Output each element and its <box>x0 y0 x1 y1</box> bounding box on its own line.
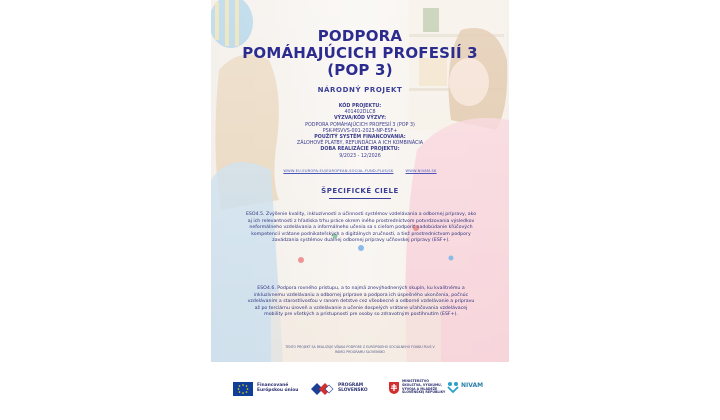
title-line: PODPORA <box>317 27 403 45</box>
call-code: PSK-MSVVS-001-2023-NP-ESF+ <box>322 128 398 134</box>
eu-logo-line: Európskou úniou <box>257 388 299 393</box>
program-slovensko-logo <box>311 378 377 400</box>
period-value: 9/2023 - 12/2026 <box>339 153 381 159</box>
call-label: VÝZVA/KÓD VÝZVY: <box>333 116 387 122</box>
code-value: 401402DLC8 <box>344 110 376 116</box>
esf-link[interactable]: WWW.EU-EUROPA.EU/EUROPEAN-SOCIAL-FUND-PLUS/SK <box>283 169 394 173</box>
ministry-logo-line: SLOVENSKEJ REPUBLIKY <box>402 390 446 395</box>
ministry-logo-line: MINISTERSTVO <box>402 379 429 383</box>
title-line: POMÁHAJÚCICH PROFESIÍ 3 <box>242 44 478 62</box>
project-info <box>211 104 509 160</box>
ministry-logo <box>389 378 453 400</box>
program-logo-line: SLOVENSKO <box>338 388 368 393</box>
links-row <box>211 169 509 173</box>
period-label: DOBA REALIZÁCIE PROJEKTU: <box>320 147 400 153</box>
program-slovensko-icon <box>311 382 335 396</box>
code-label: KÓD PROJEKTU: <box>338 104 382 109</box>
financing-value: ZÁLOHOVÉ PLATBY, REFUNDÁCIA A ICH KOMBINÁCIA <box>296 141 424 147</box>
slovak-coat-of-arms-icon <box>389 382 399 394</box>
objective-eso4-6: ESO4.6. Podpora rovného prístupu, a to najmä znevýhodnených skupín, ku kvalitnému a inkluzívnemu vzdelávaniu a odbornej príprave a podpora ich úspešného ukončenia, počnúc vzdelávaním a starostlivosťou v ranom detstve cez všeobecné a odborné vzdelávanie a prípravu až po terciárnu úroveň a vzdelávanie a učenie dospelých vrátane uľahčovania vzdelávacej mobility pre všetkých a prístupnosti pre osoby so zdravotným postihnutím (ESF+). <box>247 286 475 318</box>
ministry-logo-line: VÝVOJA A MLÁDEŽE <box>402 386 438 391</box>
nivam-link[interactable]: WWW.NIVAM.SK <box>405 169 437 173</box>
financing-label: POUŽITÝ SYSTÉM FINANCOVANIA: <box>314 135 406 141</box>
objective-eso4-5: ESO4.5. Zvýšenie kvality, inkluzívnosti a účinnosti systémov vzdelávania a odbornej prípravy, ako aj ich relevantnosti z hľadiska trhu práce okrem iného prostredníctvom potvrdzovania výsledkov neformálneho vzdelávania a informálneho učenia sa s cieľom podporiť nadobúdanie kľúčových kompetencií vrátane podnikateľských a digitálnych zručností, a tiež prostredníctvom podpory zavádzania systémov duálnej odbornej prípravy učňovskej prípravy (ESF+). <box>245 212 477 244</box>
nivam-icon <box>447 381 459 393</box>
call-value: PODPORA POMÁHAJÚCICH PROFESIÍ 3 (POP 3) <box>305 122 415 128</box>
project-subtitle: NÁRODNÝ PROJEKT <box>317 86 403 94</box>
eu-logo-line: Financované <box>257 383 289 388</box>
funding-disclaimer: TENTO PROJEKT SA REALIZUJE VĎAKA PODPORE Z EURÓPSKEHO SOCIÁLNEHO FONDU PLUS V RÁMCI PROGRAMU SLOVENSKO <box>285 345 435 354</box>
title-line: (POP 3) <box>327 61 393 79</box>
program-logo-line: PROGRAM <box>338 383 364 388</box>
poster <box>211 0 509 420</box>
heading-underline <box>329 198 391 199</box>
eu-flag-icon <box>233 382 253 396</box>
project-title <box>211 28 509 79</box>
nivam-label: NIVAM <box>461 382 484 389</box>
nivam-logo <box>447 378 497 400</box>
objectives-heading: ŠPECIFICKÉ CIELE <box>321 187 399 195</box>
eu-logo <box>233 378 303 400</box>
ministry-logo-line: ŠKOLSTVA, VÝSKUMU, <box>402 382 442 387</box>
